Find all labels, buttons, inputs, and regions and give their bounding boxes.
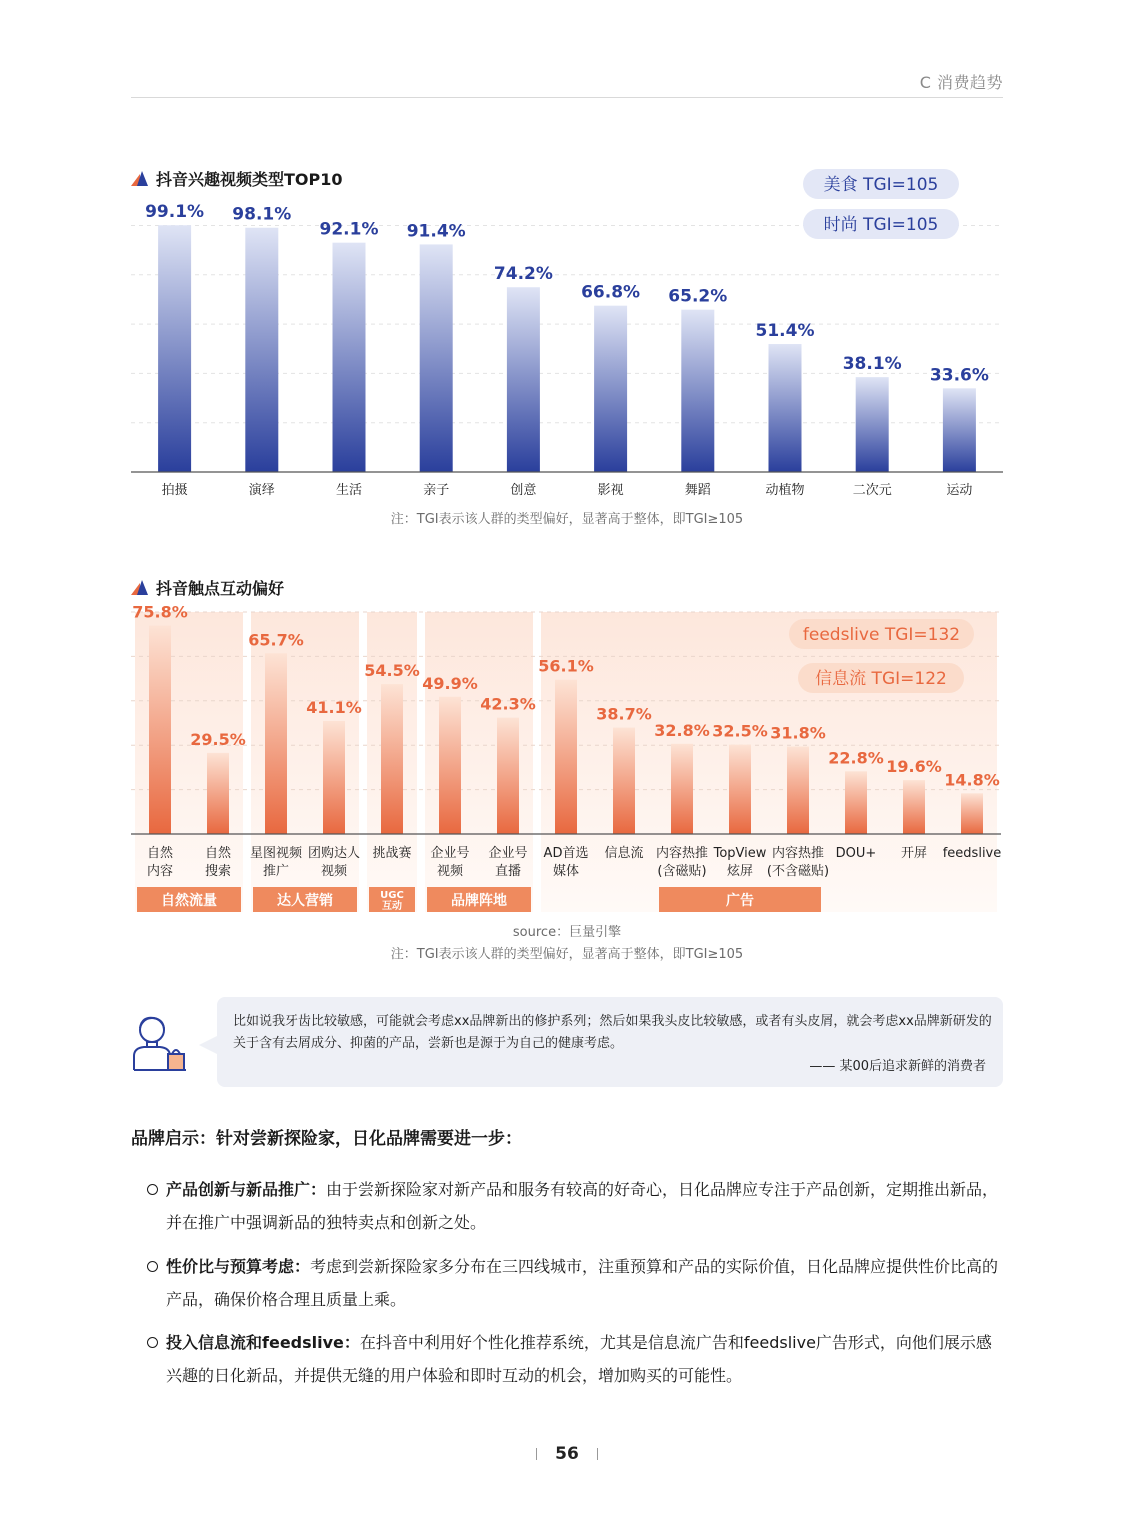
- data-label: 38.1%: [842, 354, 902, 375]
- chart1-note: 注：TGI表示该人群的类型偏好，显著高于整体，即TGI≥105: [390, 512, 744, 527]
- group-label: 达人营销: [277, 893, 333, 909]
- bar: [613, 728, 635, 834]
- tick-label: 生活: [335, 483, 363, 498]
- group-label: 互动: [382, 901, 402, 912]
- tick-label: 拍摄: [161, 483, 188, 498]
- data-label: 92.1%: [319, 219, 379, 240]
- tick-label: 挑战赛: [372, 846, 412, 861]
- tick-label: 动植物: [765, 483, 805, 498]
- tick-label: 信息流: [604, 846, 644, 861]
- bar: [439, 697, 461, 834]
- data-label: 74.2%: [493, 264, 553, 285]
- tick-label: 内容热推: [771, 846, 825, 861]
- tick-label: 开屏: [900, 846, 928, 861]
- insight-body: 考虑到尝新探险家多分布在三四线城市，注重预算和产品的实际价值，日化品牌应提供性价比高的产品，确保价格合理且质量上乘。: [166, 1257, 999, 1309]
- insight-item: [147, 1326, 1007, 1392]
- tick-label: 推广: [262, 864, 290, 879]
- tick-label: 搜索: [204, 864, 232, 879]
- chart2-note: 注：TGI表示该人群的类型偏好，显著高于整体，即TGI≥105: [390, 947, 744, 962]
- tick-label: (不含磁贴): [766, 864, 830, 879]
- bullet-circle-icon: [147, 1261, 158, 1272]
- data-label: 38.7%: [596, 704, 652, 724]
- tick-label: 炫屏: [726, 864, 754, 879]
- data-label: 29.5%: [190, 729, 246, 749]
- data-label: 42.3%: [480, 694, 536, 714]
- insight-head: 性价比与预算考虑：: [166, 1257, 311, 1276]
- tgi-badge: feedslive TGI=132: [802, 625, 961, 645]
- tick-label: feedslive: [942, 846, 1002, 861]
- data-label: 99.1%: [145, 202, 205, 223]
- bar: [845, 771, 867, 834]
- consumer-avatar-icon: [130, 1012, 190, 1074]
- data-label: 49.9%: [422, 673, 478, 693]
- data-label: 65.2%: [668, 286, 728, 307]
- data-label: 54.5%: [364, 661, 420, 681]
- data-label: 22.8%: [828, 748, 884, 768]
- tick-label: TopView: [713, 846, 767, 861]
- tgi-badge: 时尚 TGI=105: [823, 215, 939, 235]
- quote-author: —— 某00后追求新鲜的消费者: [809, 1059, 986, 1074]
- tick-label: 企业号: [488, 846, 528, 861]
- group-label: 品牌阵地: [451, 893, 507, 909]
- tick-label: 二次元: [852, 483, 892, 498]
- tick-label: (含磁贴): [657, 864, 707, 879]
- bar: [149, 626, 171, 834]
- tick-label: 亲子: [423, 483, 450, 498]
- tgi-badge: 美食 TGI=105: [823, 175, 939, 195]
- page-number: [0, 1444, 1134, 1464]
- tick-label: 星图视频: [249, 846, 303, 861]
- insight-item: [147, 1250, 1007, 1316]
- insights-title: 品牌启示：针对尝新探险家，日化品牌需要进一步：: [131, 1129, 522, 1149]
- data-label: 75.8%: [132, 602, 188, 622]
- bullet-circle-icon: [147, 1184, 158, 1195]
- tick-label: 演绎: [248, 483, 275, 498]
- tick-label: 企业号: [430, 846, 470, 861]
- insight-head: 产品创新与新品推广：: [166, 1180, 327, 1199]
- bar: [787, 747, 809, 834]
- data-label: 31.8%: [770, 723, 826, 743]
- tick-label: AD首选: [543, 846, 589, 861]
- bar: [381, 684, 403, 834]
- bar: [903, 780, 925, 834]
- insight-body: 在抖音中利用好个性化推荐系统，尤其是信息流广告和feedslive广告形式，向他们展示感兴趣的日化新品，并提供无缝的用户体验和即时互动的机会，增加购买的可能性。: [166, 1333, 992, 1385]
- insight-item: [147, 1173, 1007, 1239]
- group-label: UGC: [380, 890, 404, 901]
- data-label: 65.7%: [248, 630, 304, 650]
- tick-label: 直播: [494, 864, 522, 879]
- tick-label: 媒体: [552, 864, 580, 879]
- insight-body: 由于尝新探险家对新产品和服务有较高的好奇心，日化品牌应专注于产品创新，定期推出新品，并在推广中强调新品的独特卖点和创新之处。: [166, 1180, 999, 1232]
- tick-label: 自然: [146, 846, 174, 861]
- tick-label: 团购达人: [307, 846, 361, 861]
- tick-label: 内容: [146, 864, 174, 879]
- tick-label: DOU+: [835, 846, 877, 861]
- bullet-circle-icon: [147, 1337, 158, 1348]
- tick-label: 舞蹈: [684, 483, 711, 498]
- data-label: 32.5%: [712, 721, 768, 741]
- data-label: 51.4%: [755, 321, 815, 342]
- bar: [497, 718, 519, 834]
- quote-tail: [199, 1035, 219, 1055]
- group-label: 广告: [726, 893, 754, 909]
- tick-label: 影视: [597, 483, 624, 498]
- tick-label: 自然: [204, 846, 232, 861]
- tick-label: 内容热推: [655, 846, 709, 861]
- data-label: 14.8%: [944, 770, 1000, 790]
- quote-text: 比如说我牙齿比较敏感，可能就会考虑xx品牌新出的修护系列；然后如果我头皮比较敏感，或者有头皮屑，就会考虑xx品牌新研发的关于含有去屑成分、抑菌的产品，尝新也是源于为自己的健康考虑。: [233, 1014, 992, 1051]
- data-label: 41.1%: [306, 697, 362, 717]
- data-label: 91.4%: [406, 221, 466, 242]
- tick-label: 视频: [320, 864, 348, 879]
- chart1-title-text: 抖音兴趣视频类型TOP10: [156, 170, 343, 189]
- page-number-text: 56: [555, 1444, 579, 1464]
- tick-label: 视频: [436, 864, 464, 879]
- insight-head: 投入信息流和feedslive：: [166, 1333, 360, 1352]
- bar: [207, 753, 229, 834]
- section-label: C 消费趋势: [919, 73, 1003, 92]
- tick-label: 创意: [510, 483, 537, 498]
- bar: [555, 680, 577, 834]
- chart2-title-text: 抖音触点互动偏好: [156, 579, 285, 598]
- bar: [961, 793, 983, 834]
- bar: [265, 653, 287, 834]
- tick-label: 运动: [946, 483, 973, 498]
- data-label: 32.8%: [654, 720, 710, 740]
- data-label: 66.8%: [581, 282, 641, 303]
- data-label: 56.1%: [538, 656, 594, 676]
- bar: [729, 745, 751, 834]
- data-label: 19.6%: [886, 757, 942, 777]
- group-label: 自然流量: [161, 893, 217, 909]
- data-label: 33.6%: [929, 365, 989, 386]
- tgi-badge: 信息流 TGI=122: [815, 669, 947, 689]
- chart2-source: source：巨量引擎: [512, 925, 622, 940]
- bar: [323, 721, 345, 834]
- bar: [671, 744, 693, 834]
- data-label: 98.1%: [232, 204, 292, 225]
